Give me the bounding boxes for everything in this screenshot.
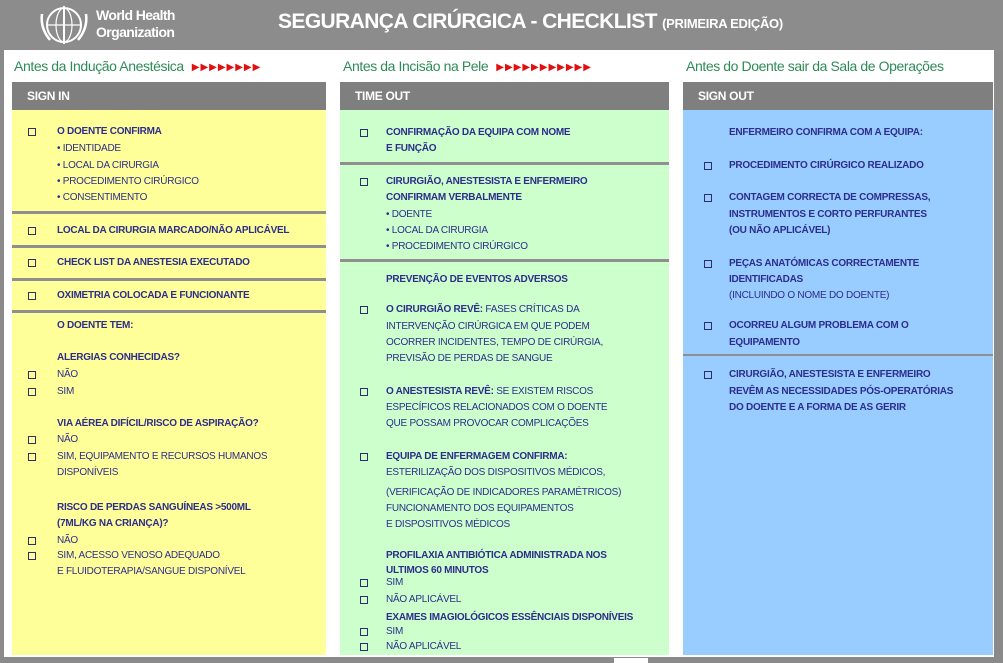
checklist-line — [340, 336, 669, 350]
checklist-text — [729, 319, 908, 333]
checkbox[interactable] — [704, 260, 712, 268]
checklist-text-normal: SIM, EQUIPAMENTO E RECURSOS HUMANOS — [57, 451, 268, 462]
sign-in-panel — [12, 110, 326, 655]
checklist-line — [683, 273, 993, 287]
checklist-text-bold: (7ML/KG NA CRIANÇA)? — [57, 518, 169, 529]
checklist-text-bold: CIRURGIÃO, ANESTESISTA E ENFERMEIRO — [729, 369, 931, 380]
checklist-line — [340, 502, 669, 516]
checklist-text — [57, 319, 133, 333]
checklist-text — [729, 401, 906, 415]
checklist-text — [386, 625, 403, 639]
checklist-text — [729, 257, 919, 271]
checklist-text — [729, 289, 889, 303]
checklist-line — [12, 289, 326, 303]
checklist-text — [57, 450, 267, 464]
checklist-text — [729, 126, 923, 140]
section-divider — [12, 245, 326, 248]
checklist-line — [340, 486, 669, 500]
checklist-line — [12, 534, 326, 548]
checklist-text — [57, 517, 168, 531]
section-divider — [12, 310, 326, 313]
checklist-text-normal: NÃO APLICÁVEL — [386, 641, 462, 652]
checklist-text — [729, 385, 953, 399]
checklist-text-normal: • DOENTE — [386, 209, 432, 220]
title-edition: (PRIMEIRA EDIÇÃO) — [662, 16, 783, 31]
checklist-line — [683, 224, 993, 238]
checklist-text-normal: DISPONÍVEIS — [57, 467, 119, 478]
sign-out-heading: SIGN OUT — [683, 82, 993, 110]
checklist-line — [340, 142, 669, 156]
checklist-line — [340, 240, 669, 254]
checklist-text — [386, 417, 589, 431]
checklist-line — [12, 351, 326, 365]
checklist-line — [12, 142, 326, 156]
checklist-text — [386, 191, 522, 205]
checklist-text — [386, 224, 488, 238]
checklist-text — [57, 549, 220, 563]
checklist-text — [57, 224, 289, 238]
section-divider — [340, 162, 669, 165]
footer-box — [614, 658, 648, 663]
who-logo — [38, 4, 198, 46]
checklist-text-normal: • LOCAL DA CIRURGIA — [386, 225, 488, 236]
checklist-text — [386, 611, 633, 625]
who-emblem-icon — [38, 4, 90, 46]
checklist-text — [729, 208, 927, 222]
checklist-text — [57, 125, 162, 139]
checkbox[interactable] — [28, 436, 36, 444]
section-divider — [12, 211, 326, 214]
checklist-line — [12, 417, 326, 431]
checklist-text — [386, 576, 403, 590]
checklist-text-bold: CONTAGEM CORRECTA DE COMPRESSAS, — [729, 192, 931, 203]
checklist-text-normal: SIM, ACESSO VENOSO ADEQUADO — [57, 550, 220, 561]
checklist-text-normal: NÃO — [57, 434, 78, 445]
checkbox[interactable] — [28, 259, 36, 267]
checklist-line — [340, 611, 669, 625]
checklist-line — [683, 385, 993, 399]
checklist-text-bold: ALERGIAS CONHECIDAS? — [57, 352, 180, 363]
checklist-line — [683, 191, 993, 205]
checklist-text-normal: FUNCIONAMENTO DOS EQUIPAMENTOS — [386, 503, 574, 514]
checklist-text — [386, 142, 436, 156]
checklist-text — [386, 450, 567, 464]
checklist-text — [57, 534, 78, 548]
checklist-line — [12, 175, 326, 189]
checklist-line — [683, 336, 993, 350]
checklist-text-normal: E DISPOSITIVOS MÉDICOS — [386, 519, 510, 530]
checklist-text — [386, 593, 461, 607]
checkbox[interactable] — [360, 178, 368, 186]
checklist-text — [386, 352, 552, 366]
checklist-line — [340, 208, 669, 222]
checklist-text-bold: ULTIMOS 60 MINUTOS — [386, 565, 489, 576]
checklist-text — [57, 256, 250, 270]
checklist-text-bold: PEÇAS ANATÓMICAS CORRECTAMENTE — [729, 258, 920, 269]
checklist-text-normal: • PROCEDIMENTO CIRÚRGICO — [386, 241, 528, 252]
checklist-line — [340, 450, 669, 464]
checklist-line — [340, 549, 669, 563]
checklist-text-bold: VIA AÉREA DIFÍCIL/RISCO DE ASPIRAÇÃO? — [57, 418, 259, 429]
checklist-text-normal: E FLUIDOTERAPIA/SANGUE DISPONÍVEL — [57, 566, 246, 577]
logo-text — [96, 7, 175, 41]
checkbox[interactable] — [360, 306, 368, 314]
checklist-line — [340, 518, 669, 532]
section-divider — [12, 278, 326, 281]
checklist-text — [57, 385, 74, 399]
checklist-text-normal: PREVISÃO DE PERDAS DE SANGUE — [386, 353, 553, 364]
checklist-text-normal: NÃO APLICÁVEL — [386, 594, 462, 605]
checklist-line — [683, 208, 993, 222]
checklist-line — [12, 565, 326, 579]
checkbox[interactable] — [28, 537, 36, 545]
checklist-text — [386, 273, 568, 287]
checklist-line — [340, 401, 669, 415]
checklist-text-normal: INTERVENÇÃO CIRÚRGICA EM QUE PODEM — [386, 321, 590, 332]
checklist-text — [386, 640, 461, 654]
checklist-text-bold: PROFILAXIA ANTIBIÓTICA ADMINISTRADA NOS — [386, 550, 607, 561]
logo-line-1: World Health — [96, 7, 175, 23]
frame-bottom — [0, 657, 1003, 663]
checkbox[interactable] — [704, 194, 712, 202]
phase-text: Antes da Indução Anestésica — [14, 58, 184, 74]
checklist-line — [12, 368, 326, 382]
checklist-text — [57, 501, 251, 515]
checklist-text-bold: E FUNÇÃO — [386, 143, 437, 154]
checklist-text-normal: NÃO — [57, 535, 78, 546]
checklist-text — [729, 273, 803, 287]
checklist-text — [386, 175, 587, 189]
checklist-text-normal: • IDENTIDADE — [57, 143, 121, 154]
checklist-text-normal: SE EXISTEM RISCOS — [493, 386, 594, 397]
arrow-right-icon: ▶▶▶▶▶▶▶▶▶▶▶ — [496, 62, 592, 73]
checkbox[interactable] — [704, 371, 712, 379]
checkbox[interactable] — [28, 371, 36, 379]
checklist-text — [57, 368, 78, 382]
checkbox[interactable] — [28, 552, 36, 560]
checklist-line — [340, 126, 669, 140]
checklist-text — [57, 191, 147, 205]
checklist-line — [683, 159, 993, 173]
checklist-text-normal: (INCLUINDO O NOME DO DOENTE) — [729, 290, 890, 301]
checklist-text-normal: • PROCEDIMENTO CIRÚRGICO — [57, 176, 199, 187]
checklist-text-bold: PROCEDIMENTO CIRÚRGICO REALIZADO — [729, 160, 924, 171]
checklist-text-normal: QUE POSSAM PROVOCAR COMPLICAÇÕES — [386, 418, 589, 429]
checklist-line — [683, 401, 993, 415]
checkbox[interactable] — [704, 162, 712, 170]
checklist-line — [12, 191, 326, 205]
checklist-text-bold: CONFIRMAÇÃO DA EQUIPA COM NOME — [386, 127, 571, 138]
checkbox[interactable] — [360, 129, 368, 137]
checklist-text-normal: • CONSENTIMENTO — [57, 192, 148, 203]
checklist-text-bold: EQUIPAMENTO — [729, 337, 800, 348]
checklist-text-normal: (VERIFICAÇÃO DE INDICADORES PARAMÉTRICOS) — [386, 487, 622, 498]
checklist-line — [340, 640, 669, 654]
checklist-text — [729, 191, 930, 205]
checklist-text-bold: DO DOENTE E A FORMA DE AS GERIR — [729, 402, 906, 413]
checklist-text — [57, 466, 118, 480]
checklist-text — [729, 224, 830, 238]
time-out-heading: TIME OUT — [340, 82, 669, 110]
checklist-line — [12, 385, 326, 399]
checklist-text — [386, 208, 432, 222]
phase-text: Antes do Doente sair da Sala de Operações — [686, 58, 944, 74]
checklist-line — [12, 319, 326, 333]
checklist-text — [57, 565, 245, 579]
checklist-text-normal: NÃO — [57, 369, 78, 380]
page-header — [0, 0, 1003, 50]
checklist-text — [386, 518, 510, 532]
checklist-text-bold: O ANESTESISTA REVÊ: — [386, 386, 494, 397]
checklist-line — [683, 319, 993, 333]
checklist-text — [57, 433, 78, 447]
checklist-line — [340, 466, 669, 480]
checklist-line — [340, 303, 669, 317]
frame-right — [994, 0, 1003, 663]
checklist-text-bold: O DOENTE TEM: — [57, 320, 134, 331]
sign-out-panel — [683, 110, 993, 655]
checklist-text — [729, 159, 924, 173]
checklist-text-bold: INSTRUMENTOS E CORTO PERFURANTES — [729, 209, 927, 220]
checklist-text — [57, 289, 249, 303]
checklist-text — [57, 159, 159, 173]
checklist-line — [12, 466, 326, 480]
checkbox[interactable] — [28, 292, 36, 300]
checklist-text-bold: REVÊM AS NECESSIDADES PÓS-OPERATÓRIAS — [729, 386, 954, 397]
checklist-line — [12, 256, 326, 270]
phase-label-sign-in — [14, 58, 261, 74]
checklist-text-bold: RISCO DE PERDAS SANGUÍNEAS >500ML — [57, 502, 251, 513]
checklist-text — [57, 417, 259, 431]
checklist-text — [386, 303, 580, 317]
checklist-line — [12, 125, 326, 139]
checklist-line — [12, 517, 326, 531]
checklist-text-bold: OXIMETRIA COLOCADA E FUNCIONANTE — [57, 290, 250, 301]
checklist-text-normal: ESPECÍFICOS RELACIONADOS COM O DOENTE — [386, 402, 608, 413]
checklist-line — [12, 433, 326, 447]
checklist-text-bold: OCORREU ALGUM PROBLEMA COM O — [729, 320, 909, 331]
checklist-line — [683, 368, 993, 382]
checklist-text-normal: SIM — [386, 577, 404, 588]
checklist-text — [386, 240, 528, 254]
checklist-text-normal: • LOCAL DA CIRURGIA — [57, 160, 159, 171]
checklist-line — [12, 501, 326, 515]
checkbox[interactable] — [360, 388, 368, 396]
checklist-text — [57, 142, 121, 156]
checklist-line — [340, 625, 669, 639]
title-text: SEGURANÇA CIRÚRGICA - CHECKLIST — [278, 10, 657, 33]
checkbox[interactable] — [28, 388, 36, 396]
checklist-text — [386, 336, 603, 350]
checklist-text — [386, 401, 607, 415]
checkbox[interactable] — [360, 453, 368, 461]
checklist-line — [683, 126, 993, 140]
checklist-text — [386, 502, 574, 516]
frame-left — [0, 0, 4, 663]
checklist-line — [12, 224, 326, 238]
checklist-text-bold: CONFIRMAM VERBALMENTE — [386, 192, 522, 203]
checklist-text-bold: IDENTIFICADAS — [729, 274, 803, 285]
checklist-line — [340, 576, 669, 590]
checklist-line — [340, 352, 669, 366]
checkbox[interactable] — [360, 643, 368, 651]
checklist-line — [340, 224, 669, 238]
logo-line-2: Organization — [96, 24, 175, 40]
checklist-text — [386, 385, 593, 399]
checklist-line — [12, 549, 326, 563]
checklist-text-normal: ESTERILIZAÇÃO DOS DISPOSITIVOS MÉDICOS, — [386, 467, 606, 478]
checklist-line — [340, 320, 669, 334]
checklist-line — [683, 257, 993, 271]
checklist-text-bold: (OU NÃO APLICÁVEL) — [729, 225, 831, 236]
checklist-line — [340, 175, 669, 189]
phase-label-sign-out — [686, 58, 944, 74]
checklist-line — [340, 191, 669, 205]
checkbox[interactable] — [28, 227, 36, 235]
checklist-line — [340, 417, 669, 431]
checklist-text — [729, 336, 800, 350]
checklist-text-bold: PREVENÇÃO DE EVENTOS ADVERSOS — [386, 274, 568, 285]
checklist-text-bold: CIRURGIÃO, ANESTESISTA E ENFERMEIRO — [386, 176, 588, 187]
checklist-text-bold: EQUIPA DE ENFERMAGEM CONFIRMA: — [386, 451, 568, 462]
checklist-text-normal: FASES CRÍTICAS DA — [482, 304, 580, 315]
checklist-text-bold: EXAMES IMAGIOLÓGICOS ESSÊNCIAIS DISPONÍVEIS — [386, 612, 634, 623]
checkbox[interactable] — [28, 128, 36, 136]
section-divider — [683, 354, 993, 356]
checklist-text — [386, 126, 570, 140]
checklist-text — [386, 466, 605, 480]
section-divider — [340, 259, 669, 262]
checkbox[interactable] — [704, 322, 712, 330]
checkbox[interactable] — [360, 596, 368, 604]
checklist-line — [683, 289, 993, 303]
checklist-text-normal: SIM — [386, 626, 404, 637]
checkbox[interactable] — [360, 579, 368, 587]
checklist-text — [386, 320, 590, 334]
time-out-panel — [340, 110, 669, 655]
checklist-text — [57, 351, 180, 365]
sign-in-heading: SIGN IN — [12, 82, 326, 110]
checklist-line — [340, 593, 669, 607]
checkbox[interactable] — [360, 628, 368, 636]
checklist-text — [386, 486, 621, 500]
checklist-text — [386, 549, 607, 563]
checklist-text-normal: SIM — [57, 386, 75, 397]
checklist-line — [12, 450, 326, 464]
checklist-text — [729, 368, 930, 382]
checklist-text — [57, 175, 199, 189]
checklist-text-bold: CHECK LIST DA ANESTESIA EXECUTADO — [57, 257, 250, 268]
checklist-text-bold: LOCAL DA CIRURGIA MARCADO/NÃO APLICÁVEL — [57, 225, 290, 236]
checklist-text-bold: ENFERMEIRO CONFIRMA COM A EQUIPA: — [729, 127, 923, 138]
checklist-text-bold: O DOENTE CONFIRMA — [57, 126, 162, 137]
checklist-text-normal: OCORRER INCIDENTES, TEMPO DE CIRÚRGIA, — [386, 337, 604, 348]
checklist-line — [340, 273, 669, 287]
page-title — [278, 10, 783, 34]
phase-label-time-out — [343, 58, 592, 74]
checklist-text-bold: O CIRURGIÃO REVÊ: — [386, 304, 483, 315]
checklist-line — [12, 159, 326, 173]
checkbox[interactable] — [28, 453, 36, 461]
checklist-line — [340, 385, 669, 399]
phase-text: Antes da Incisão na Pele — [343, 58, 489, 74]
arrow-right-icon: ▶▶▶▶▶▶▶▶ — [191, 62, 262, 73]
